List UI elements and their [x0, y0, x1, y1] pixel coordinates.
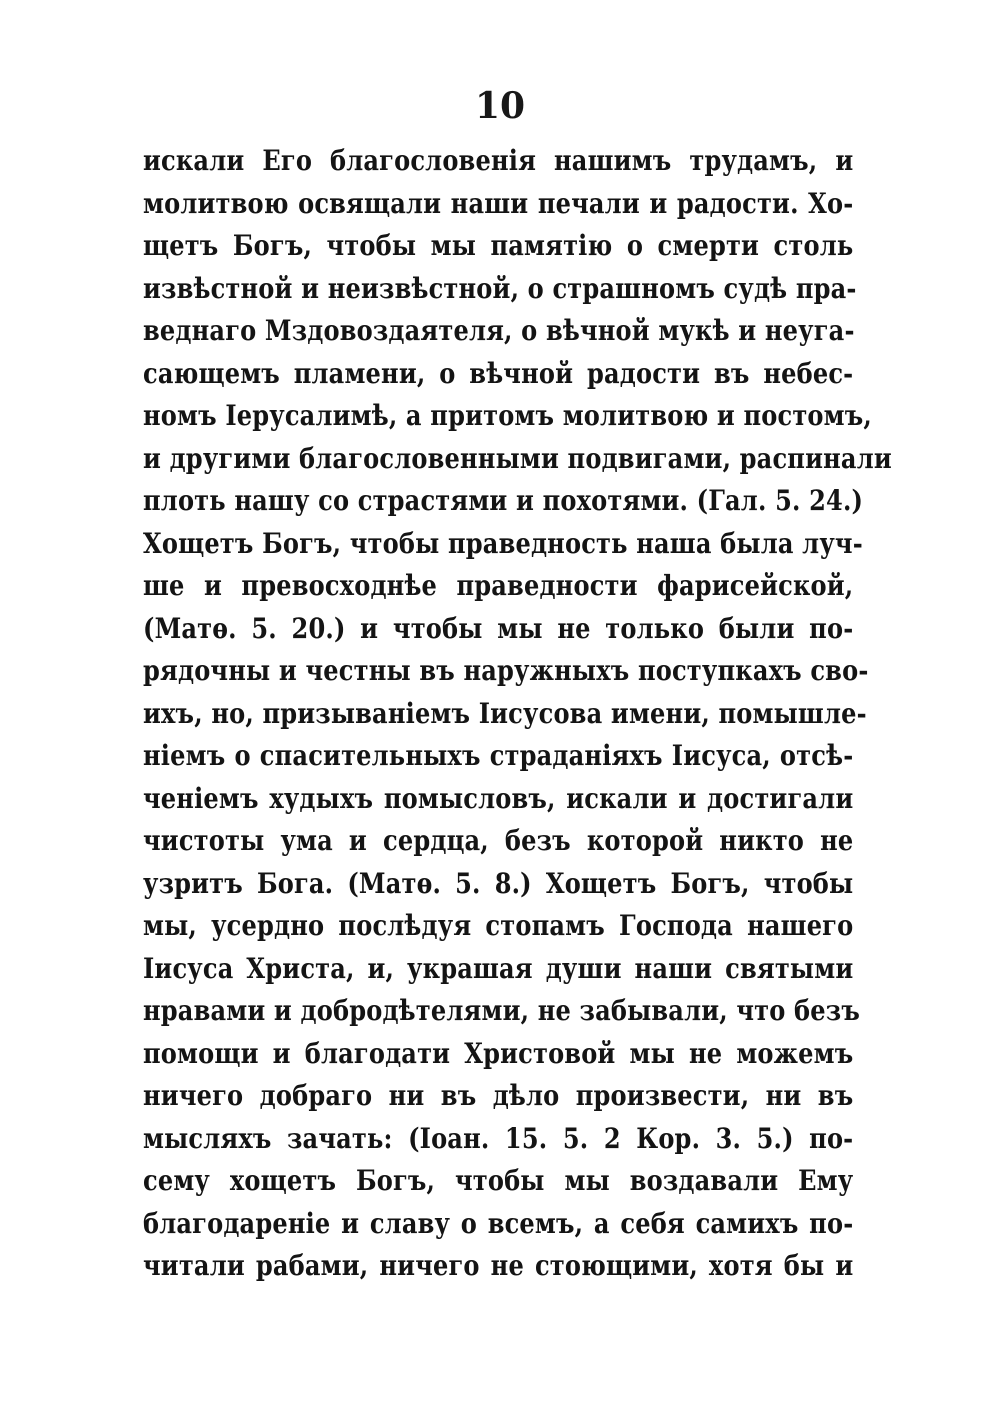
- text-line-14: ихъ, но, призываніемъ Іисусова имени, помышле-: [143, 696, 867, 730]
- text-line-18: узритъ Бога. (Матѳ. 5. 8.) Хощетъ Богъ, чтобы: [143, 866, 854, 900]
- text-line-9: плоть нашу со страстями и похотями. (Гал. 5. 24.): [143, 484, 864, 517]
- text-line-13: рядочны и честны въ наружныхъ поступкахъ сво-: [143, 654, 869, 687]
- text-line-10: Хощетъ Богъ, чтобы праведность наша была луч-: [143, 526, 863, 560]
- text-line-25: сему хощетъ Богъ, чтобы мы воздавали Ему: [143, 1164, 854, 1197]
- text-line-17: чистоты ума и сердца, безъ которой никто не: [143, 824, 854, 857]
- text-line-16: ченіемъ худыхъ помысловъ, искали и достигали: [143, 781, 854, 815]
- text-line-1: искали Его благословенія нашимъ трудамъ, и: [143, 144, 854, 177]
- text-line-23: ничего добраго ни въ дѣло произвести, ни въ: [143, 1079, 854, 1112]
- text-line-5: веднаго Мздовоздаятеля, о вѣчной мукѣ и неуга-: [143, 314, 855, 347]
- page-number: 10: [474, 85, 526, 127]
- text-line-8: и другими благословенными подвигами, распинали: [143, 441, 892, 475]
- body-text: [143, 140, 892, 1288]
- text-line-20: Іисуса Христа, и, украшая души наши святыми: [143, 951, 854, 985]
- text-line-11: ше и превосходнѣе праведности фарисейской,: [143, 569, 854, 602]
- text-line-12: (Матѳ. 5. 20.) и чтобы мы не только были по-: [143, 611, 854, 645]
- text-line-27: читали рабами, ничего не стоющими, хотя бы и: [143, 1249, 854, 1282]
- text-line-3: щетъ Богъ, чтобы мы памятію о смерти столь: [143, 229, 854, 262]
- text-line-22: помощи и благодати Христовой мы не можемъ: [143, 1036, 854, 1070]
- text-line-21: нравами и добродѣтелями, не забывали, что безъ: [143, 994, 860, 1027]
- text-line-6: сающемъ пламени, о вѣчной радости въ небес-: [143, 356, 854, 390]
- text-line-19: мы, усердно послѣдуя стопамъ Господа нашего: [143, 909, 854, 942]
- text-line-7: номъ Іерусалимѣ, а притомъ молитвою и постомъ,: [143, 399, 872, 432]
- text-line-2: молитвою освящали наши печали и радости. Хо-: [143, 186, 854, 220]
- text-line-15: ніемъ о спасительныхъ страданіяхъ Іисуса, отсѣ-: [143, 739, 854, 772]
- text-line-24: мысляхъ зачать: (Іоан. 15. 5. 2 Кор. 3. 5.) по-: [143, 1121, 854, 1155]
- text-line-26: благодареніе и славу о всемъ, а себя самихъ по-: [143, 1206, 854, 1240]
- text-line-4: извѣстной и неизвѣстной, о страшномъ судѣ пра-: [143, 271, 857, 305]
